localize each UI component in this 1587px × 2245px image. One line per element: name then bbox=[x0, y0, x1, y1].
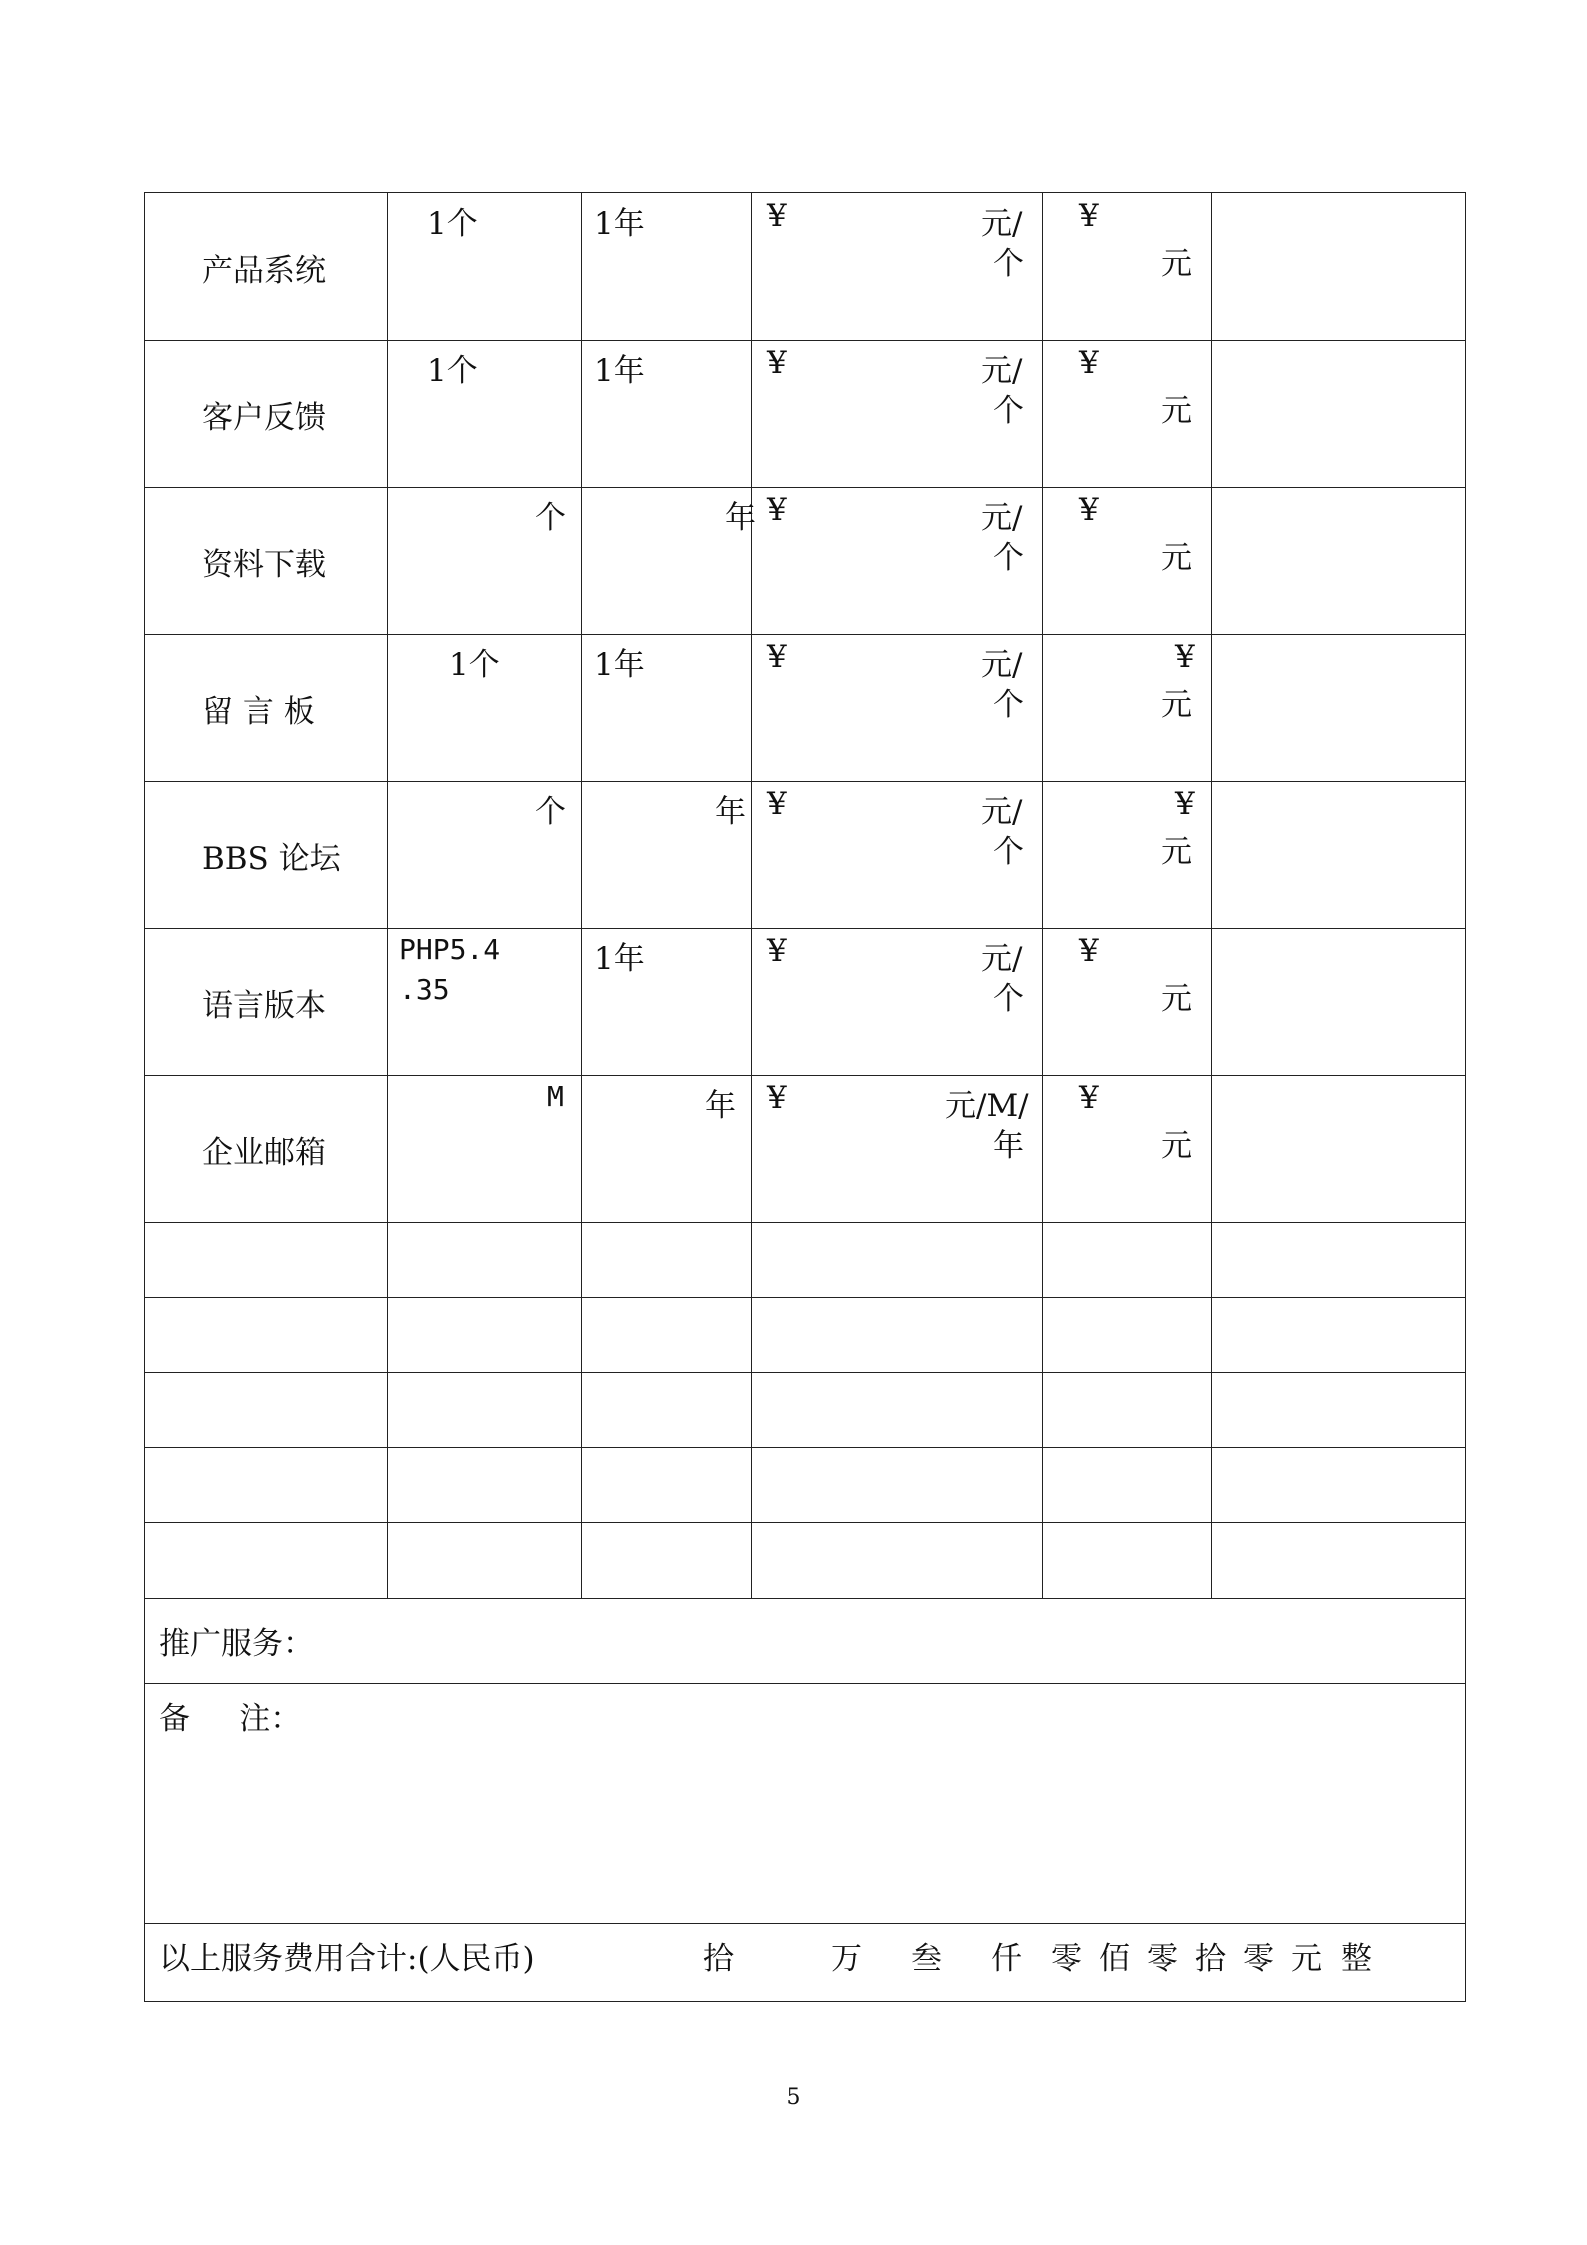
row-divider bbox=[145, 340, 1465, 341]
total-currency: ¥ bbox=[1079, 345, 1099, 381]
item-name: 资料下载 bbox=[202, 547, 326, 583]
word-yuan: 元 bbox=[1291, 1941, 1322, 1977]
row-divider bbox=[145, 1447, 1465, 1448]
price-unit-2: 个 bbox=[993, 246, 1024, 282]
row-divider bbox=[145, 1297, 1465, 1298]
price-unit-2: 个 bbox=[993, 981, 1024, 1017]
row-divider bbox=[145, 634, 1465, 635]
item-period: 年 bbox=[705, 1088, 736, 1124]
word-ling: 零 bbox=[1051, 1941, 1082, 1977]
price-currency: ¥ bbox=[767, 198, 787, 234]
row-divider bbox=[145, 1598, 1465, 1599]
item-name: 客户反馈 bbox=[202, 400, 326, 436]
item-period: 1年 bbox=[594, 353, 645, 389]
price-unit: 元/ bbox=[981, 794, 1023, 830]
col-divider bbox=[751, 193, 752, 1598]
total-unit: 元 bbox=[1161, 687, 1192, 723]
row-divider bbox=[145, 487, 1465, 488]
total-unit: 元 bbox=[1161, 1128, 1192, 1164]
price-currency: ¥ bbox=[767, 786, 787, 822]
row-divider bbox=[145, 928, 1465, 929]
total-unit: 元 bbox=[1161, 834, 1192, 870]
total-currency: ¥ bbox=[1175, 639, 1195, 675]
item-qty-2: .35 bbox=[399, 973, 450, 1006]
price-unit: 元/ bbox=[981, 500, 1023, 536]
total-unit: 元 bbox=[1161, 540, 1192, 576]
item-period: 1年 bbox=[594, 206, 645, 242]
promotion-label: 推广服务： bbox=[159, 1626, 314, 1662]
price-currency: ¥ bbox=[767, 933, 787, 969]
item-period: 1年 bbox=[594, 941, 645, 977]
total-currency: ¥ bbox=[1079, 1080, 1099, 1116]
price-currency: ¥ bbox=[767, 1080, 787, 1116]
price-unit: 元/M/ bbox=[945, 1088, 1029, 1124]
price-unit-2: 个 bbox=[993, 834, 1024, 870]
price-unit-2: 个 bbox=[993, 540, 1024, 576]
word-qian: 仟 bbox=[991, 1941, 1022, 1977]
price-currency: ¥ bbox=[767, 345, 787, 381]
word-ling: 零 bbox=[1243, 1941, 1274, 1977]
price-unit: 元/ bbox=[981, 206, 1023, 242]
word-shi: 拾 bbox=[703, 1941, 734, 1977]
word-san: 叁 bbox=[911, 1941, 942, 1977]
item-qty: 个 bbox=[535, 500, 566, 536]
row-divider bbox=[145, 781, 1465, 782]
remarks-label: 备 注： bbox=[159, 1701, 302, 1737]
item-period: 1年 bbox=[594, 647, 645, 683]
price-unit-2: 年 bbox=[993, 1128, 1024, 1164]
col-divider bbox=[1211, 193, 1212, 1598]
price-currency: ¥ bbox=[767, 639, 787, 675]
row-divider bbox=[145, 1522, 1465, 1523]
row-divider bbox=[145, 1075, 1465, 1076]
item-period: 年 bbox=[725, 500, 756, 536]
total-currency: ¥ bbox=[1175, 786, 1195, 822]
col-divider bbox=[581, 193, 582, 1598]
row-divider bbox=[145, 1923, 1465, 1924]
word-bai: 佰 bbox=[1099, 1941, 1130, 1977]
item-name: 留 言 板 bbox=[202, 694, 315, 730]
price-unit: 元/ bbox=[981, 647, 1023, 683]
item-qty: M bbox=[547, 1080, 564, 1113]
price-unit-2: 个 bbox=[993, 393, 1024, 429]
total-label: 以上服务费用合计:(人民币) bbox=[159, 1941, 535, 1977]
total-currency: ¥ bbox=[1079, 492, 1099, 528]
item-period: 年 bbox=[715, 794, 746, 830]
price-currency: ¥ bbox=[767, 492, 787, 528]
word-ling: 零 bbox=[1147, 1941, 1178, 1977]
total-unit: 元 bbox=[1161, 981, 1192, 1017]
item-name: 语言版本 bbox=[202, 988, 326, 1024]
item-qty: 1个 bbox=[449, 647, 500, 683]
service-fee-table bbox=[144, 192, 1466, 2002]
total-unit: 元 bbox=[1161, 393, 1192, 429]
total-currency: ¥ bbox=[1079, 198, 1099, 234]
item-qty: 1个 bbox=[427, 206, 478, 242]
price-unit-2: 个 bbox=[993, 687, 1024, 723]
item-qty: PHP5.4 bbox=[399, 933, 501, 966]
item-name: BBS 论坛 bbox=[202, 841, 341, 877]
total-currency: ¥ bbox=[1079, 933, 1099, 969]
page-number: 5 bbox=[786, 2085, 801, 2110]
item-qty: 1个 bbox=[427, 353, 478, 389]
word-wan: 万 bbox=[831, 1941, 862, 1977]
col-divider bbox=[1042, 193, 1043, 1598]
price-unit: 元/ bbox=[981, 941, 1023, 977]
word-shi: 拾 bbox=[1195, 1941, 1226, 1977]
item-name: 企业邮箱 bbox=[202, 1135, 326, 1171]
total-unit: 元 bbox=[1161, 246, 1192, 282]
row-divider bbox=[145, 1372, 1465, 1373]
row-divider bbox=[145, 1222, 1465, 1223]
row-divider bbox=[145, 1683, 1465, 1684]
item-name: 产品系统 bbox=[202, 253, 326, 289]
item-qty: 个 bbox=[535, 794, 566, 830]
word-zheng: 整 bbox=[1341, 1941, 1372, 1977]
col-divider bbox=[387, 193, 388, 1598]
price-unit: 元/ bbox=[981, 353, 1023, 389]
